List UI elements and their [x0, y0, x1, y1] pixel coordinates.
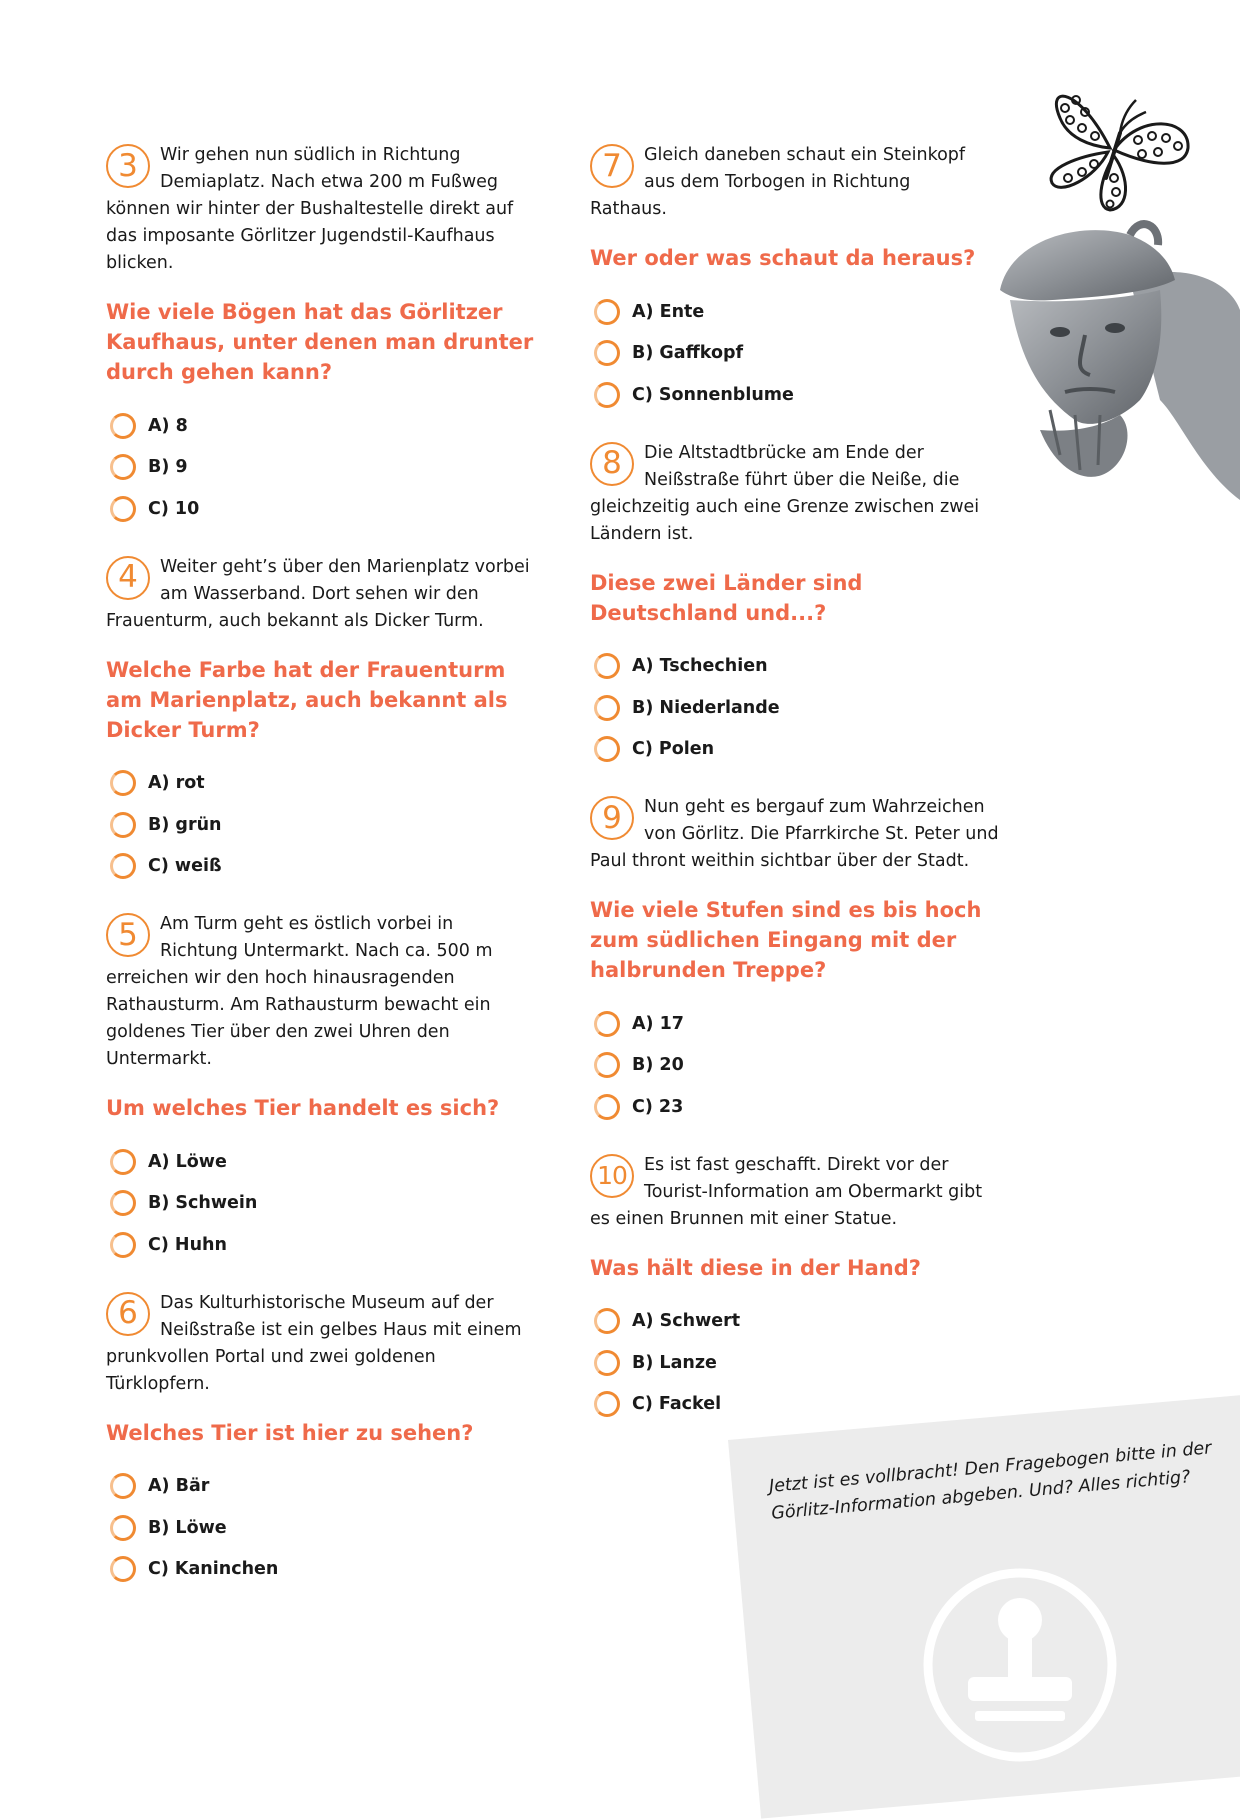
intro-text — [106, 911, 536, 1073]
option-label: B) Gaffkopf — [632, 343, 744, 364]
intro-body: Nun geht es bergauf zum Wahrzeichen von Görlitz. Die Pfarrkirche St. Peter und Paul thront weithin sichtbar über der Stadt. — [590, 797, 999, 871]
answer-options — [590, 646, 1020, 771]
option-b[interactable] — [590, 687, 1020, 729]
radio-icon[interactable] — [110, 812, 136, 838]
option-label: C) Huhn — [148, 1234, 227, 1255]
option-label: A) Löwe — [148, 1151, 227, 1172]
answer-options — [106, 1141, 536, 1266]
option-b[interactable] — [590, 1045, 1020, 1087]
question-block-6 — [106, 1290, 536, 1591]
intro-body: Gleich daneben schaut ein Steinkopf aus dem Torbogen in Richtung Rathaus. — [590, 145, 966, 219]
number-badge: 10 — [590, 1154, 634, 1198]
option-label: B) 20 — [632, 1055, 684, 1076]
stamp-icon — [920, 1565, 1120, 1765]
option-b[interactable] — [106, 447, 536, 489]
radio-icon[interactable] — [594, 1052, 620, 1078]
option-label: B) Schwein — [148, 1193, 258, 1214]
radio-icon[interactable] — [594, 1308, 620, 1334]
left-column — [106, 142, 536, 1590]
question-text: Welches Tier ist hier zu sehen? — [106, 1420, 474, 1445]
answer-options — [590, 1301, 1020, 1426]
radio-icon[interactable] — [110, 1190, 136, 1216]
option-label: C) weiß — [148, 856, 222, 877]
option-b[interactable] — [590, 1342, 1020, 1384]
radio-icon[interactable] — [110, 454, 136, 480]
intro-body: Wir gehen nun südlich in Richtung Demiaplatz. Nach etwa 200 m Fußweg können wir hinter der Bushaltestelle direkt auf das imposante Görlitzer Jugendstil-Kaufhaus blicken. — [106, 145, 514, 273]
question-block-7 — [590, 142, 1020, 416]
question-text: Wie viele Stufen sind es bis hoch zum südlichen Eingang mit der halbrunden Treppe? — [590, 898, 982, 982]
radio-icon[interactable] — [110, 1556, 136, 1582]
option-label: A) Tschechien — [632, 656, 768, 677]
radio-icon[interactable] — [110, 770, 136, 796]
option-b[interactable] — [106, 1507, 536, 1549]
option-label: B) Niederlande — [632, 697, 780, 718]
question-block-8 — [590, 440, 1020, 771]
option-label: C) 23 — [632, 1096, 684, 1117]
question-block-10 — [590, 1152, 1020, 1426]
answer-options — [106, 1466, 536, 1591]
number-badge: 5 — [106, 913, 150, 957]
answer-options — [590, 291, 1020, 416]
option-label: C) Fackel — [632, 1394, 722, 1415]
number-badge: 6 — [106, 1292, 150, 1336]
option-b[interactable] — [106, 1183, 536, 1225]
question-text: Um welches Tier handelt es sich? — [106, 1096, 500, 1120]
number-badge: 8 — [590, 442, 634, 486]
question-block-3 — [106, 142, 536, 530]
option-label: A) Bär — [148, 1476, 210, 1497]
option-c[interactable] — [106, 1224, 536, 1266]
question-text: Was hält diese in der Hand? — [590, 1255, 921, 1280]
option-label: A) 17 — [632, 1013, 684, 1034]
answer-options — [590, 1003, 1020, 1128]
option-a[interactable] — [590, 1301, 1020, 1343]
radio-icon[interactable] — [594, 1011, 620, 1037]
option-a[interactable] — [590, 1003, 1020, 1045]
option-b[interactable] — [590, 333, 1020, 375]
radio-icon[interactable] — [110, 413, 136, 439]
radio-icon[interactable] — [110, 496, 136, 522]
option-label: B) Löwe — [148, 1517, 227, 1538]
intro-text — [106, 1290, 536, 1398]
answer-options — [106, 405, 536, 530]
radio-icon[interactable] — [594, 1094, 620, 1120]
option-label: A) Ente — [632, 301, 705, 322]
intro-text — [106, 554, 536, 635]
radio-icon[interactable] — [594, 736, 620, 762]
option-label: B) 9 — [148, 457, 188, 478]
option-c[interactable] — [106, 1549, 536, 1591]
intro-body: Es ist fast geschafft. Direkt vor der Tourist-Information am Obermarkt gibt es einen Brunnen mit einer Statue. — [590, 1154, 983, 1229]
option-c[interactable] — [106, 488, 536, 530]
radio-icon[interactable] — [594, 1350, 620, 1376]
option-b[interactable] — [106, 804, 536, 846]
option-label: C) Kaninchen — [148, 1559, 279, 1580]
right-column — [590, 142, 1020, 1425]
option-label: A) Schwert — [632, 1311, 741, 1332]
radio-icon[interactable] — [594, 340, 620, 366]
option-a[interactable] — [106, 763, 536, 805]
option-c[interactable] — [590, 1086, 1020, 1128]
intro-text — [106, 142, 536, 277]
number-badge: 7 — [590, 144, 634, 188]
intro-text — [590, 794, 1020, 875]
radio-icon[interactable] — [110, 853, 136, 879]
radio-icon[interactable] — [594, 382, 620, 408]
intro-body: Am Turm geht es östlich vorbei in Richtung Untermarkt. Nach ca. 500 m erreichen wir den hoch hinausragenden Rathausturm. Am Rathausturm bewacht ein goldenes Tier über den zwei Uhren den Untermarkt. — [106, 914, 493, 1069]
radio-icon[interactable] — [594, 653, 620, 679]
option-a[interactable] — [590, 291, 1020, 333]
option-a[interactable] — [106, 405, 536, 447]
question-text: Welche Farbe hat der Frauenturm am Marienplatz, auch bekannt als Dicker Turm? — [106, 657, 508, 742]
question-block-5 — [106, 911, 536, 1266]
butterfly-icon — [1040, 78, 1195, 218]
option-a[interactable] — [106, 1141, 536, 1183]
option-a[interactable] — [590, 646, 1020, 688]
option-label: B) Lanze — [632, 1352, 717, 1373]
option-label: A) rot — [148, 773, 205, 794]
option-c[interactable] — [106, 846, 536, 888]
option-c[interactable] — [590, 1384, 1020, 1426]
number-badge: 3 — [106, 144, 150, 188]
option-c[interactable] — [590, 729, 1020, 771]
intro-text — [590, 440, 1020, 548]
radio-icon[interactable] — [594, 299, 620, 325]
radio-icon[interactable] — [110, 1473, 136, 1499]
question-block-4 — [106, 554, 536, 888]
number-badge: 4 — [106, 556, 150, 600]
option-label: C) Sonnenblume — [632, 384, 794, 405]
option-a[interactable] — [106, 1466, 536, 1508]
intro-text — [590, 142, 1020, 223]
radio-icon[interactable] — [110, 1149, 136, 1175]
option-label: B) grün — [148, 814, 222, 835]
intro-text — [590, 1152, 1020, 1233]
radio-icon[interactable] — [110, 1232, 136, 1258]
radio-icon[interactable] — [110, 1515, 136, 1541]
answer-options — [106, 763, 536, 888]
option-label: C) 10 — [148, 498, 200, 519]
option-c[interactable] — [590, 374, 1020, 416]
question-block-9 — [590, 794, 1020, 1128]
number-badge: 9 — [590, 796, 634, 840]
radio-icon[interactable] — [594, 1391, 620, 1417]
option-label: A) 8 — [148, 415, 188, 436]
question-text: Wie viele Bögen hat das Görlitzer Kaufhaus, unter denen man drunter durch gehen kann? — [106, 300, 534, 384]
intro-body: Weiter geht’s über den Marienplatz vorbei am Wasserband. Dort sehen wir den Frauenturm, auch bekannt als Dicker Turm. — [106, 556, 530, 631]
question-text: Wer oder was schaut da heraus? — [590, 246, 976, 270]
intro-body: Die Altstadtbrücke am Ende der Neißstraße führt über die Neiße, die gleichzeitig auch eine Grenze zwischen zwei Ländern ist. — [590, 442, 980, 544]
question-text: Diese zwei Länder sind Deutschland und...? — [590, 570, 863, 625]
radio-icon[interactable] — [594, 695, 620, 721]
option-label: C) Polen — [632, 739, 715, 760]
stone-head-image — [980, 220, 1240, 500]
intro-body: Das Kulturhistorische Museum auf der Neißstraße ist ein gelbes Haus mit einem prunkvollen Portal und zwei goldenen Türklopfern. — [106, 1292, 522, 1394]
finish-note: Jetzt ist es vollbracht! Den Fragebogen bitte in der Görlitz-Information abgeben. Und? Alles richtig? — [768, 1438, 1213, 1524]
